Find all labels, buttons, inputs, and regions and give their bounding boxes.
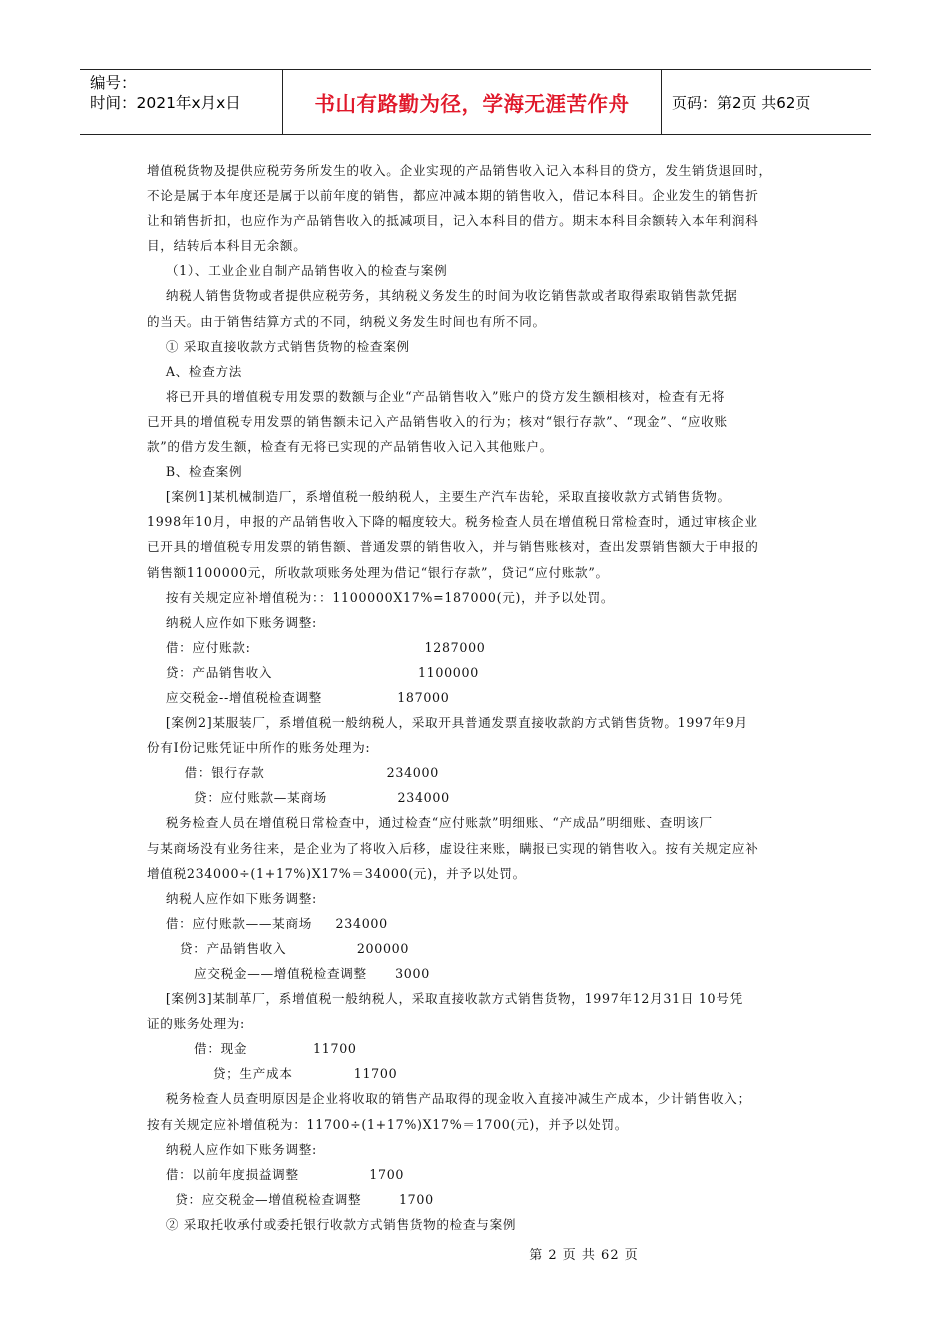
- text-line: 销售额1100000元，所收款项账务处理为借记“银行存款”，贷记“应付账款”。: [147, 564, 609, 580]
- header-page-number: 页码：第2页 共62页: [672, 93, 811, 112]
- text-line: 按有关规定应补增值税为：：1100000X17%=187000(元)，并予以处罚。: [147, 589, 615, 605]
- text-line: A、检查方法: [147, 363, 243, 379]
- text-line: 借：应付账款: 1287000: [147, 639, 486, 655]
- text-line: 贷：产品销售收入 200000: [147, 940, 410, 956]
- text-line: 税务检查人员在增值税日常检查中，通过检查“应付账款”明细账、“产成品”明细账、查明该厂: [147, 815, 713, 831]
- text-line: 1998年10月，申报的产品销售收入下降的幅度较大。税务检查人员在增值税日常检查时，通过审核企业: [147, 514, 758, 530]
- document-number-label: 编号：: [90, 74, 137, 92]
- text-line: 借：现金 11700: [147, 1041, 357, 1057]
- text-line: 已开具的增值税专用发票的销售额、普通发票的销售收入，并与销售账核对，查出发票销售额大于申报的: [147, 539, 759, 555]
- text-line: 按有关规定应补增值税为：11700÷(1+17%)X17%＝1700(元)，并予以处罚。: [147, 1116, 629, 1132]
- text-line: 的当天。由于销售结算方式的不同，纳税义务发生时间也有所不同。: [147, 313, 546, 329]
- text-line: 将已开具的增值税专用发票的数额与企业“产品销售收入”账户的贷方发生额相核对，检查有无将: [147, 388, 726, 404]
- text-line: 贷：应交税金—增值税检查调整 1700: [147, 1191, 434, 1207]
- text-line: 应交税金——增值税检查调整 3000: [147, 966, 430, 981]
- text-line: 份有I份记账凭证中所作的账务处理为:: [147, 740, 371, 756]
- header-motto: 书山有路勤为径，学海无涯苦作舟: [282, 70, 662, 134]
- text-line: 让和销售折扣，也应作为产品销售收入的抵减项目，记入本科目的借方。期末本科目余额转入本年利润科: [147, 213, 759, 229]
- text-line: 款”的借方发生额，检查有无将已实现的产品销售收入记入其他账户。: [147, 439, 553, 455]
- text-line: 借：以前年度损益调整 1700: [147, 1166, 405, 1182]
- text-line: 贷：产品销售收入 1100000: [147, 664, 479, 680]
- text-line: ② 采取托收承付或委托银行收款方式销售货物的检查与案例: [147, 1216, 517, 1232]
- text-line: [案例1]某机械制造厂，系增值税一般纳税人，主要生产汽车齿轮，采取直接收款方式销售货物。: [147, 489, 731, 505]
- page-footer: 第 2 页 共 62 页: [529, 1248, 639, 1263]
- text-line: 纳税人销售货物或者提供应税劳务，其纳税义务发生的时间为收讫销售款或者取得索取销售款凭据: [147, 288, 738, 304]
- text-line: 增值税234000÷(1+17%)X17%＝34000(元)，并予以处罚。: [147, 865, 526, 881]
- text-line: 纳税人应作如下账务调整:: [147, 1141, 317, 1157]
- document-date-label: 时间：2021年x月x日: [90, 94, 241, 112]
- text-line: 借：应付账款——某商场 234000: [147, 915, 388, 931]
- text-line: 纳税人应作如下账务调整:: [147, 614, 317, 630]
- text-line: 贷：应付账款—某商场 234000: [147, 790, 450, 806]
- text-line: [案例2]某服装厂，系增值税一般纳税人，采取开具普通发票直接收款韵方式销售货物。1997年9月: [147, 715, 748, 731]
- text-line: 与某商场没有业务往来，是企业为了将收入后移，虚设往来账，瞒报已实现的销售收入。按有关规定应补: [147, 840, 759, 856]
- text-line: 目，结转后本科目无余额。: [147, 238, 307, 254]
- text-line: 应交税金--增值税检查调整 187000: [147, 689, 450, 705]
- page-header: [80, 69, 871, 135]
- text-line: （1）、工业企业自制产品销售收入的检查与案例: [147, 263, 448, 279]
- document-body: [147, 158, 812, 1237]
- text-line: 增值税货物及提供应税劳务所发生的收入。企业实现的产品销售收入记入本科目的贷方，发生销货退回时，: [147, 163, 772, 178]
- text-line: 纳税人应作如下账务调整:: [147, 890, 317, 906]
- text-line: ① 采取直接收款方式销售货物的检查案例: [147, 338, 410, 354]
- text-line: 已开具的增值税专用发票的销售额未记入产品销售收入的行为；核对“银行存款”、“现金”、“应收账: [147, 413, 728, 429]
- text-line: 不论是属于本年度还是属于以前年度的销售，都应冲减本期的销售收入，借记本科目。企业发生的销售折: [147, 188, 759, 204]
- text-line: 税务检查人员查明原因是企业将收取的销售产品取得的现金收入直接冲减生产成本，少计销售收入；: [147, 1091, 751, 1107]
- text-line: 借：银行存款 234000: [147, 765, 439, 781]
- text-line: [案例3]某制革厂，系增值税一般纳税人，采取直接收款方式销售货物，1997年12月31日 10号凭: [147, 991, 743, 1007]
- text-line: B、检查案例: [147, 464, 243, 480]
- header-info: [80, 70, 282, 134]
- text-line: 贷；生产成本 11700: [147, 1066, 398, 1082]
- text-line: 证的账务处理为:: [147, 1016, 245, 1032]
